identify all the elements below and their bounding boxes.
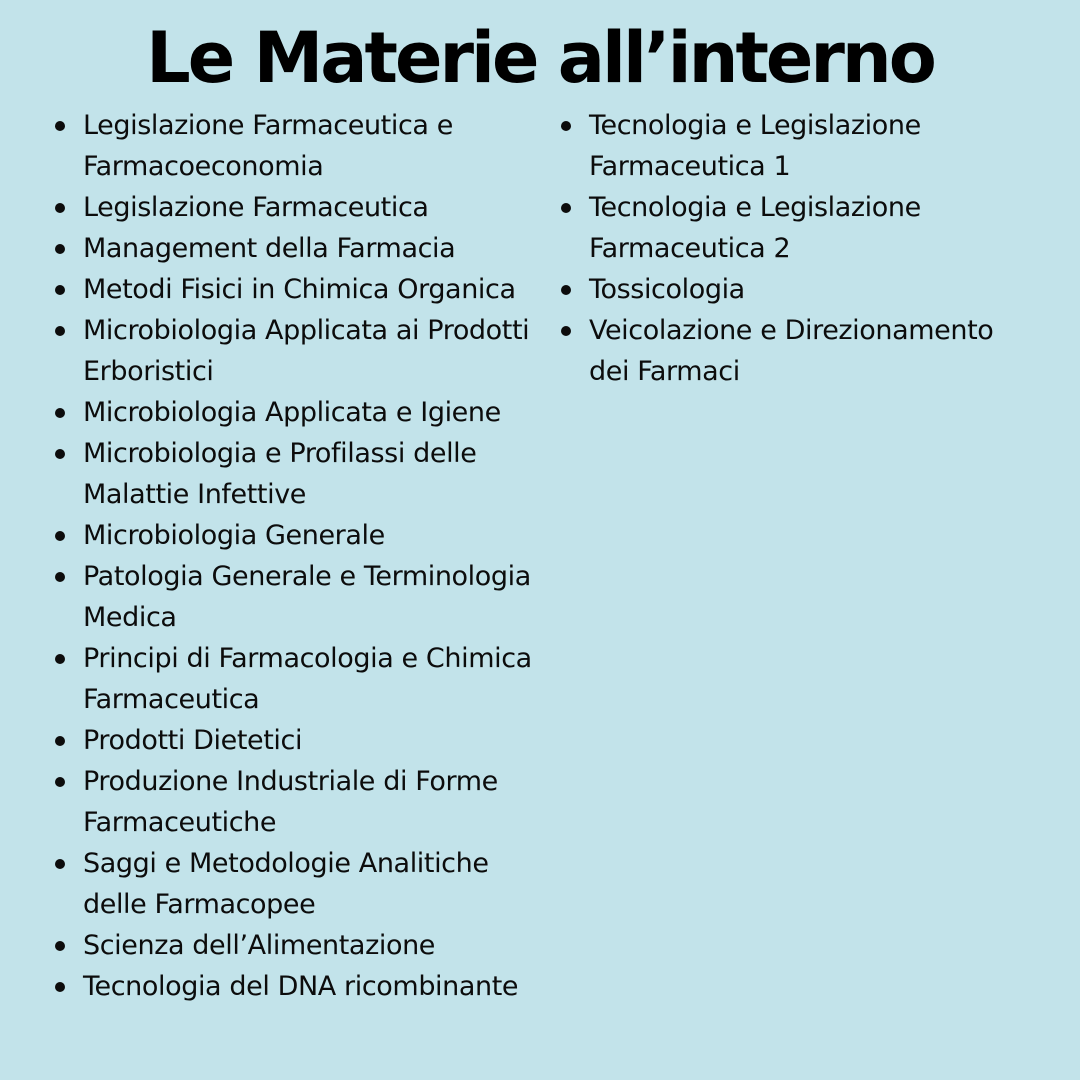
list-item [561,269,1041,310]
list-item-label: Veicolazione e Direzionamento dei Farmaci [589,315,994,387]
bullet-icon [55,736,65,746]
bullet-icon [561,285,571,295]
subjects-list-right [561,105,1041,392]
bullet-icon [55,941,65,951]
list-item [55,556,545,638]
list-item-label: Microbiologia e Profilassi delle Malattie Infettive [83,438,477,510]
bullet-icon [55,285,65,295]
list-item [561,105,1041,187]
list-item-label: Microbiologia Applicata ai Prodotti Erboristici [83,315,530,387]
bullet-icon [561,121,571,131]
bullet-icon [55,859,65,869]
list-item [55,228,545,269]
list-item [55,966,545,1007]
list-item [55,310,545,392]
list-item [561,310,1041,392]
list-item-label: Management della Farmacia [83,233,456,264]
list-item-label: Legislazione Farmaceutica e Farmacoeconomia [83,110,453,182]
bullet-icon [55,654,65,664]
list-item-label: Saggi e Metodologie Analitiche delle Farmacopee [83,848,489,920]
page-title: Le Materie all’interno [146,17,934,99]
list-item-label: Metodi Fisici in Chimica Organica [83,274,516,305]
bullet-icon [55,982,65,992]
bullet-icon [561,326,571,336]
list-item-label: Principi di Farmacologia e Chimica Farmaceutica [83,643,532,715]
list-item [55,515,545,556]
list-item-label: Legislazione Farmaceutica [83,192,429,223]
list-item-label: Patologia Generale e Terminologia Medica [83,561,531,633]
list-item [55,433,545,515]
list-item [55,761,545,843]
bullet-icon [55,326,65,336]
bullet-icon [55,572,65,582]
bullet-icon [55,244,65,254]
list-item [55,187,545,228]
bullet-icon [55,121,65,131]
bullet-icon [55,203,65,213]
bullet-icon [55,777,65,787]
bullet-icon [55,531,65,541]
list-item-label: Microbiologia Generale [83,520,385,551]
list-item [55,925,545,966]
list-item [55,105,545,187]
list-item-label: Tecnologia e Legislazione Farmaceutica 2 [589,192,921,264]
list-item [561,187,1041,269]
list-item-label: Tossicologia [589,274,745,305]
list-item [55,392,545,433]
list-item [55,269,545,310]
list-item-label: Tecnologia e Legislazione Farmaceutica 1 [589,110,921,182]
list-item-label: Produzione Industriale di Forme Farmaceutiche [83,766,498,838]
list-item-label: Scienza dell’Alimentazione [83,930,435,961]
bullet-icon [55,408,65,418]
bullet-icon [561,203,571,213]
list-item [55,720,545,761]
list-item-label: Prodotti Dietetici [83,725,303,756]
subjects-list-left [55,105,545,1007]
list-item [55,638,545,720]
list-item [55,843,545,925]
list-item-label: Microbiologia Applicata e Igiene [83,397,501,428]
bullet-icon [55,449,65,459]
list-item-label: Tecnologia del DNA ricombinante [83,971,519,1002]
